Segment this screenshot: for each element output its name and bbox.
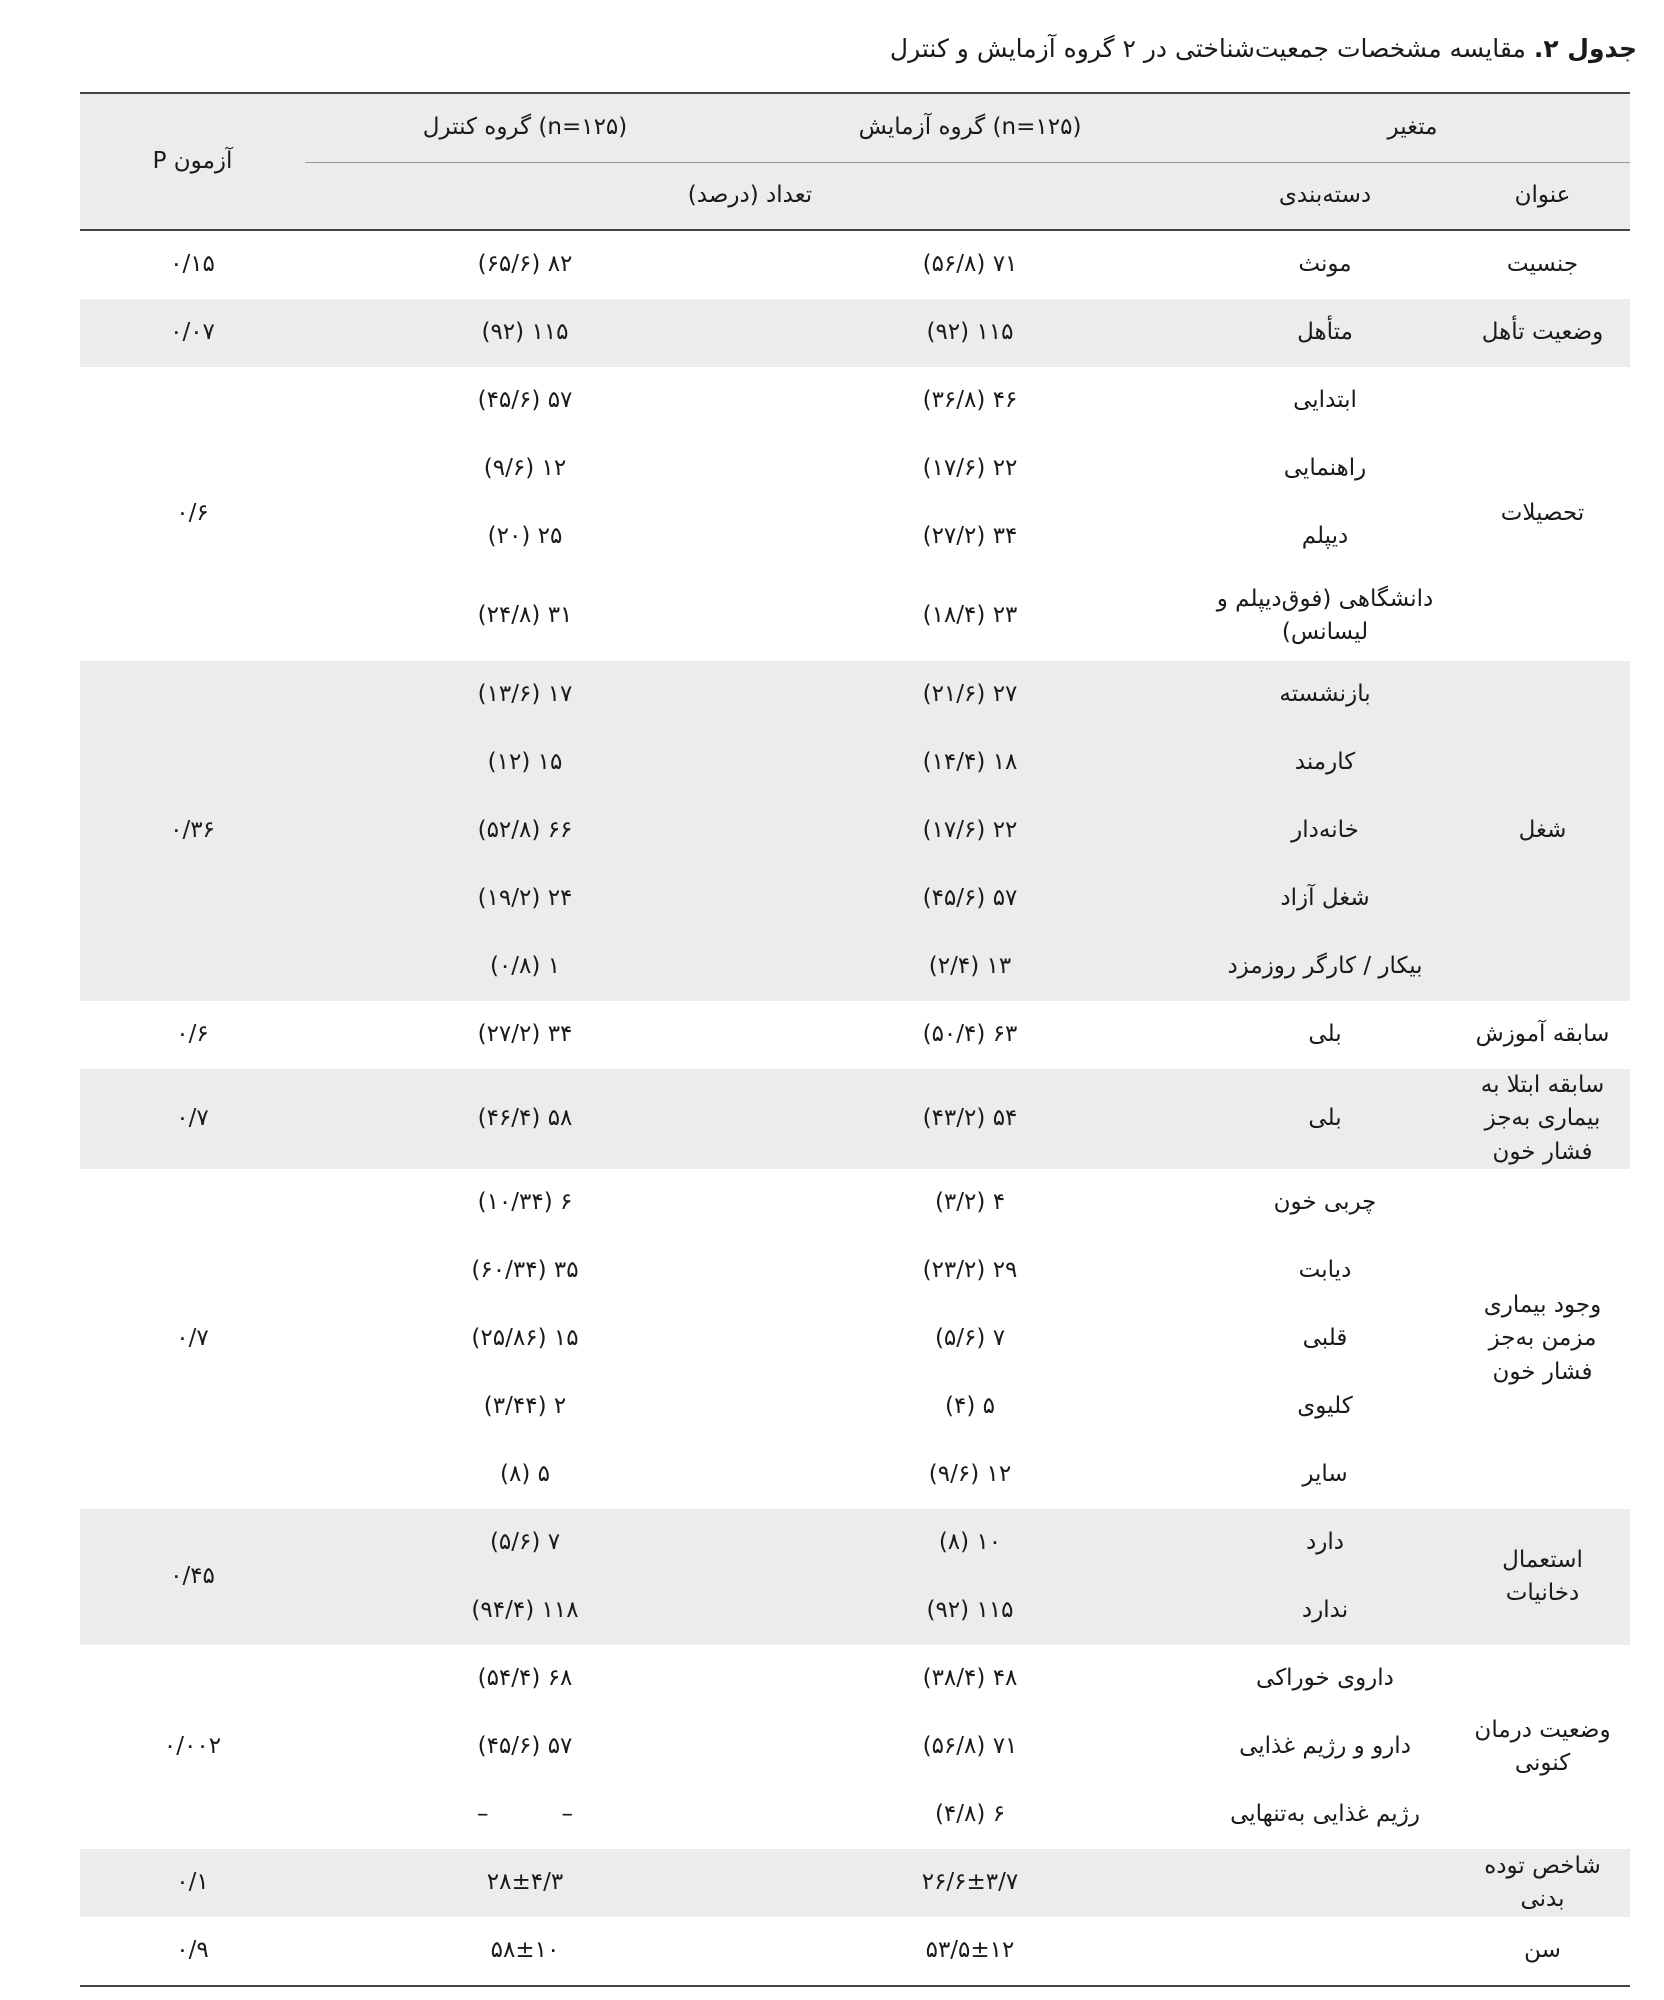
control-value: ۵۷ (۴۵/۶) [477,1733,573,1760]
experimental-value: ۲۷ (۲۱/۶) [745,661,1195,729]
experimental-value: ۱۲ (۹/۶) [928,1461,1012,1488]
table-row [80,1001,1630,1069]
row-category: بلی [1195,1069,1455,1169]
caption-text: مقایسه مشخصات جمعیت‌شناختی در ۲ گروه آزمایش و کنترل [889,34,1526,63]
row-category: سایر [1302,1461,1348,1488]
experimental-value: ۲۳ (۱۸/۴) [922,602,1018,629]
experimental-value: ۴۸ (۳۸/۴) [922,1665,1018,1692]
row-category [1195,1849,1455,1917]
control-value: ۵۸ (۴۶/۴) [305,1069,745,1169]
row-category: متأهل [1195,299,1455,367]
table-row [80,1917,1630,1986]
table-row [80,1373,1630,1441]
row-title: شغل [1455,661,1630,1001]
p-value: ۰/۷ [176,1325,209,1352]
control-value: ۱۲ (۹/۶) [483,455,567,482]
experimental-value: ۲۲ (۱۷/۶) [922,455,1018,482]
p-value: ۰/۶ [176,1021,209,1048]
row-category: مونث [1298,251,1352,278]
header-p-test: آزمون P [80,93,305,230]
experimental-value: ۷۱ (۵۶/۸) [922,1733,1018,1760]
control-value: ۸۲ (۶۵/۶) [477,251,573,278]
p-value: ۰/۰۷ [80,299,305,367]
control-value: ۱۷ (۱۳/۶) [305,661,745,729]
table-row [80,503,1630,571]
control-value: ۲۸±۴/۳ [305,1849,745,1917]
control-value: ۶۸ (۵۴/۴) [477,1665,573,1692]
p-value: ۰/۱۵ [170,251,215,278]
control-value: ۲ (۳/۴۴) [483,1393,567,1420]
table-row [80,299,1630,367]
row-title: وجود بیماری مزمن به‌جز فشار خون [1483,1292,1602,1385]
row-category: شغل آزاد [1195,865,1455,933]
experimental-value: ۶۳ (۵۰/۴) [922,1021,1018,1048]
table-row [80,435,1630,503]
control-value: ۳۱ (۲۴/۸) [477,602,573,629]
row-category: کارمند [1195,729,1455,797]
table-row [80,1645,1630,1713]
table-row [80,865,1630,933]
p-value: ۰/۳۶ [80,661,305,1001]
row-category: بلی [1308,1021,1342,1048]
table-row [80,1237,1630,1305]
row-category: دانشگاهی (فوق‌دیپلم و لیسانس) [1216,585,1434,645]
row-category: خانه‌دار [1195,797,1455,865]
row-title: استعمال دخانیات [1455,1509,1630,1645]
table-row [80,1509,1630,1577]
row-category: ابتدایی [1293,387,1357,414]
row-category: کلیوی [1297,1393,1353,1420]
experimental-value: ۴ (۳/۲) [934,1189,1006,1216]
table-row [80,367,1630,435]
row-category: داروی خوراکی [1256,1665,1394,1692]
header-control-group: گروه کنترل (n=۱۲۵) [305,93,745,163]
row-title: شاخص توده بدنی [1455,1849,1630,1917]
p-value: ۰/۶ [176,500,209,527]
row-category: بیکار / کارگر روزمزد [1195,933,1455,1001]
experimental-value: ۷ (۵/۶) [934,1325,1006,1352]
experimental-value: ۵۷ (۴۵/۶) [745,865,1195,933]
table-body [80,230,1630,1986]
experimental-value: ۵۴ (۴۳/۲) [745,1069,1195,1169]
control-value: ۵۸±۱۰ [305,1917,745,1986]
table-row [80,1577,1630,1645]
table-row [80,1441,1630,1509]
experimental-value: ۱۸ (۱۴/۴) [745,729,1195,797]
experimental-value: ۷۱ (۵۶/۸) [922,251,1018,278]
experimental-value: ۱۱۵ (۹۲) [745,1577,1195,1645]
row-title: سن [1455,1917,1630,1986]
table-row [80,1849,1630,1917]
table-row [80,1069,1630,1169]
control-value: ۶۶ (۵۲/۸) [305,797,745,865]
control-value: ۲۵ (۲۰) [487,523,563,550]
p-value: ۰/۷ [80,1069,305,1169]
control-value: ۶ (۱۰/۳۴) [477,1189,573,1216]
experimental-value: ۱۰ (۸) [745,1509,1195,1577]
table-row [80,1781,1630,1849]
experimental-value: ۵ (۴) [945,1393,995,1420]
row-title: وضعیت تأهل [1455,299,1630,367]
row-category: راهنمایی [1283,455,1367,482]
table-caption [890,34,1637,63]
row-category: قلبی [1302,1325,1348,1352]
control-value: ۳۴ (۲۷/۲) [477,1021,573,1048]
table-row [80,933,1630,1001]
table-row [80,661,1630,729]
row-title: جنسیت [1506,251,1579,278]
experimental-value: ۳۴ (۲۷/۲) [922,523,1018,550]
experimental-value: ۲۹ (۲۳/۲) [922,1257,1018,1284]
row-category: چربی خون [1273,1189,1377,1216]
table-row [80,1713,1630,1781]
row-category: ندارد [1195,1577,1455,1645]
row-title: سابقه آموزش [1475,1021,1610,1048]
table-row [80,797,1630,865]
row-category: رژیم غذایی به‌تنهایی [1230,1801,1420,1828]
row-category: دیپلم [1301,523,1349,550]
row-category: دارو و رژیم غذایی [1239,1733,1411,1760]
control-value: ۱ (۰/۸) [305,933,745,1001]
experimental-value: ۶ (۴/۸) [934,1801,1006,1828]
control-value: ۱۱۸ (۹۴/۴) [305,1577,745,1645]
control-value: ۱۱۵ (۹۲) [305,299,745,367]
p-value: ۰/۰۰۲ [163,1733,222,1760]
caption-label: جدول ۲. [1533,34,1637,63]
table-row [80,729,1630,797]
row-category: دیابت [1298,1257,1352,1284]
control-value: ۳۵ (۶۰/۳۴) [471,1257,579,1284]
header-title: عنوان [1455,163,1630,231]
control-value: ۲۴ (۱۹/۲) [305,865,745,933]
control-value: ۱۵ (۱۲) [305,729,745,797]
header-category: دسته‌بندی [1195,163,1455,231]
experimental-value: ۲۲ (۱۷/۶) [745,797,1195,865]
table-row [80,1305,1630,1373]
experimental-value: ۴۶ (۳۶/۸) [922,387,1018,414]
header-experimental-group: گروه آزمایش (n=۱۲۵) [745,93,1195,163]
row-category: دارد [1195,1509,1455,1577]
row-category [1195,1917,1455,1986]
p-value: ۰/۱ [80,1849,305,1917]
table-row [80,1169,1630,1237]
demographics-table [80,92,1630,1987]
control-value: ۵۷ (۴۵/۶) [477,387,573,414]
row-title: وضعیت درمان کنونی [1474,1716,1611,1777]
control-value: ۵ (۸) [500,1461,550,1488]
header-count-percent: تعداد (درصد) [305,163,1195,231]
experimental-value: ۱۱۵ (۹۲) [745,299,1195,367]
experimental-value: ۱۳ (۲/۴) [745,933,1195,1001]
table-row [80,230,1630,299]
control-value: ۱۵ (۲۵/۸۶) [471,1325,579,1352]
experimental-value: ۲۶/۶±۳/۷ [745,1849,1195,1917]
row-title: تحصیلات [1500,500,1585,527]
table-row [80,571,1630,661]
control-value: ۷ (۵/۶) [305,1509,745,1577]
experimental-value: ۵۳/۵±۱۲ [745,1917,1195,1986]
row-title: سابقه ابتلا به بیماری به‌جز فشار خون [1455,1069,1630,1169]
header-variable: متغیر [1195,93,1630,163]
row-category: بازنشسته [1195,661,1455,729]
control-value: – – [476,1801,574,1828]
p-value: ۰/۹ [80,1917,305,1986]
p-value: ۰/۴۵ [80,1509,305,1645]
